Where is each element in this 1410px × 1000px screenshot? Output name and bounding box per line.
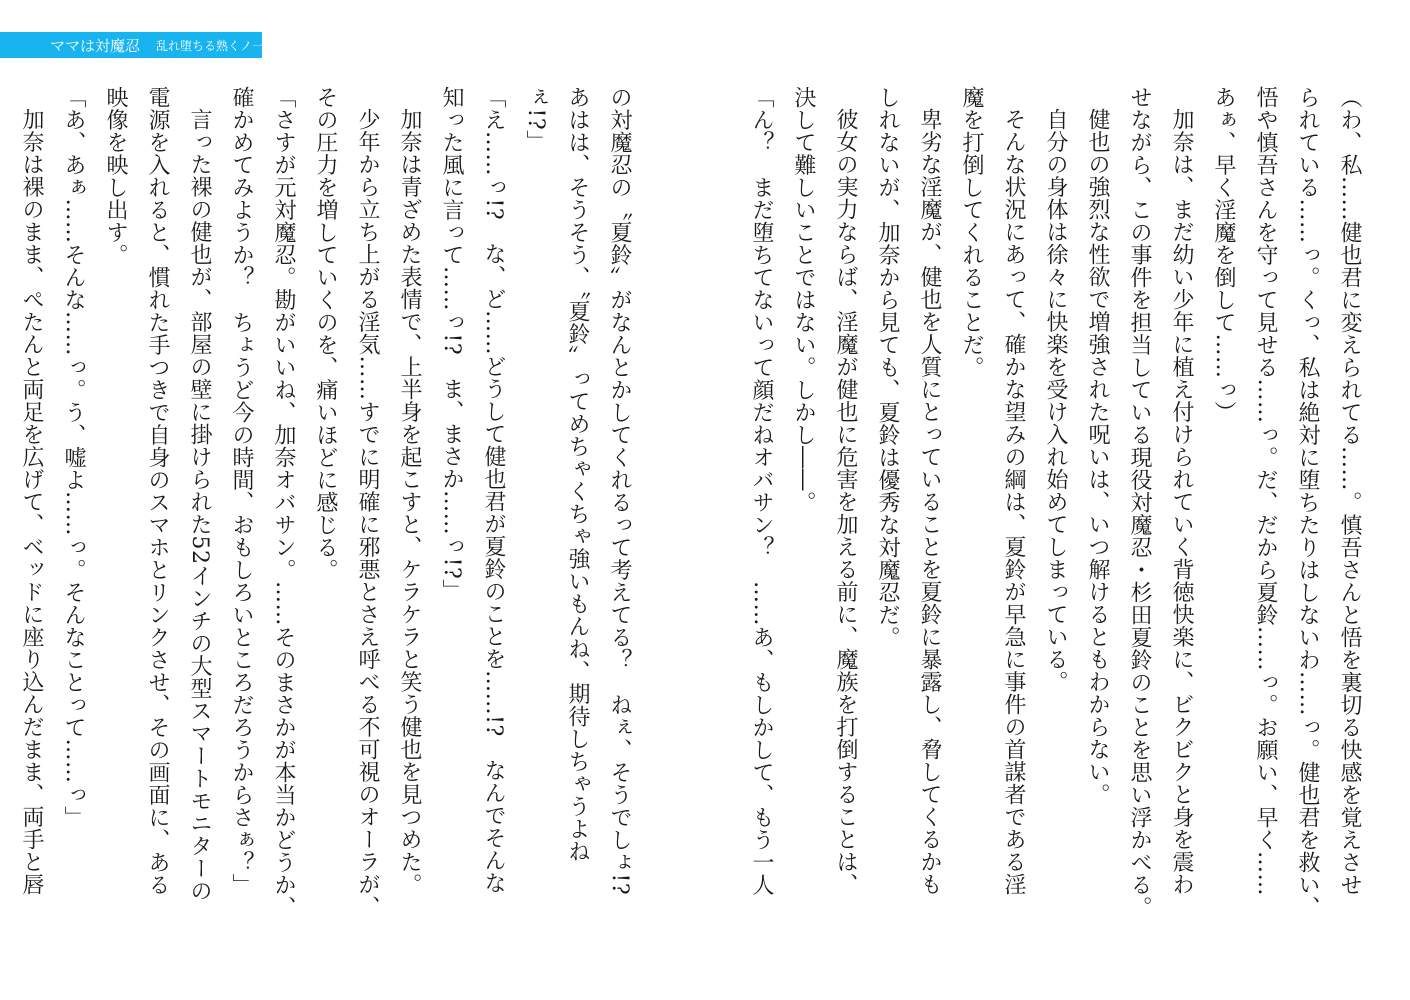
book-title: ママは対魔忍 (50, 36, 141, 55)
body-text (19, 86, 1370, 966)
book-subtitle: 乱れ堕ちる熟くノ一 (156, 38, 265, 53)
left-page-line: 映像を映し出す。 (103, 86, 128, 266)
right-page-line: 悟や慎吾さんを守って見せる……っ。だ、だから夏鈴……っ。お願い、早く…… (1253, 86, 1278, 896)
left-page-line: 電源を入れると、慣れた手つきで自身のスマホとリンクさせ、その画面に、ある (145, 86, 170, 896)
left-page-line: 「え……っ!? な、ど……どうして健也君が夏鈴のことを……!? なんでそんな (481, 86, 506, 895)
right-page-line: 「ん？ まだ堕ちてないって顔だねオバサン？ ……あ、もしかして、もう一人 (749, 86, 774, 896)
page-gutter (640, 86, 740, 946)
left-page-line: あはは、そうそう、〝夏鈴〟ってめちゃくちゃ強いもんね、期待しちゃうよね (565, 86, 590, 863)
left-page-line: 「あ、あぁ……そんな……っ。う、嘘よ……っ。そんなことって……っ」 (61, 86, 86, 829)
right-page-line: （わ、私……健也君に変えられてる……。慎吾さんと悟を裏切る快感を覚えさせ (1337, 86, 1362, 896)
right-page-line: られている……っ。くっ、私は絶対に堕ちたりはしないわ……っ。健也君を救い、 (1295, 86, 1320, 919)
left-page-line: 知った風に言って……っ!? ま、まさか……っ!?」 (439, 86, 464, 602)
right-page-line: 魔を打倒してくれることだ。 (959, 86, 984, 379)
right-page-line: あぁ、早く淫魔を倒して……っ） (1211, 86, 1236, 424)
left-page-line: 加奈は裸のまま、ぺたんと両足を広げて、ベッドに座り込んだまま、両手と唇 (19, 108, 44, 896)
left-page-line: の対魔忍の〝夏鈴〟がなんとかしてくれるって考えてる？ ねぇ、そうでしょ!? (607, 86, 632, 896)
left-page-line: 言った裸の健也が、部屋の壁に掛けられた52インチの大型スマートモニターの (187, 108, 212, 902)
running-header (0, 32, 265, 58)
right-page-line: 健也の強烈な性欲で増強された呪いは、いつ解けるともわからない。 (1085, 108, 1110, 806)
right-page-line: 決して難しいことではない。しかし――。 (791, 86, 816, 514)
left-page-line: 確かめてみようか？ ちょうど今の時間、おもしろいところだろうからさぁ？」 (229, 86, 254, 896)
vertical-text-columns (19, 86, 1370, 946)
left-page-line: 加奈は青ざめた表情で、上半身を起こすと、ケラケラと笑う健也を見つめた。 (397, 108, 422, 896)
right-page-line: 自分の身体は徐々に快楽を受け入れ始めてしまっている。 (1043, 108, 1068, 693)
left-page-line: ぇ!?」 (523, 86, 548, 153)
right-page-line: そんな状況にあって、確かな望みの綱は、夏鈴が早急に事件の首謀者である淫 (1001, 108, 1026, 896)
right-page-line: 加奈は、まだ幼い少年に植え付けられていく背徳快楽に、ビクビクと身を震わ (1169, 108, 1194, 896)
right-page-line: 彼女の実力ならば、淫魔が健也に危害を加える前に、魔族を打倒することは、 (833, 108, 858, 896)
left-page-line: その圧力を増していくのを、痛いほどに感じる。 (313, 86, 338, 581)
left-page-line: 少年から立ち上がる淫気……すでに明確に邪悪とさえ呼べる不可視のオーラが、 (355, 108, 380, 918)
right-page-line: しれないが、加奈から見ても、夏鈴は優秀な対魔忍だ。 (875, 86, 900, 649)
right-page-line: せながら、この事件を担当している現役対魔忍・杉田夏鈴のことを思い浮かべる。 (1127, 86, 1152, 919)
left-page-line: 「さすが元対魔忍。勘がいいね、加奈オバサン。……そのまさかが本当かどうか、 (271, 86, 296, 919)
right-page-line: 卑劣な淫魔が、健也を人質にとっていることを夏鈴に暴露し、脅してくるかも (917, 108, 942, 896)
